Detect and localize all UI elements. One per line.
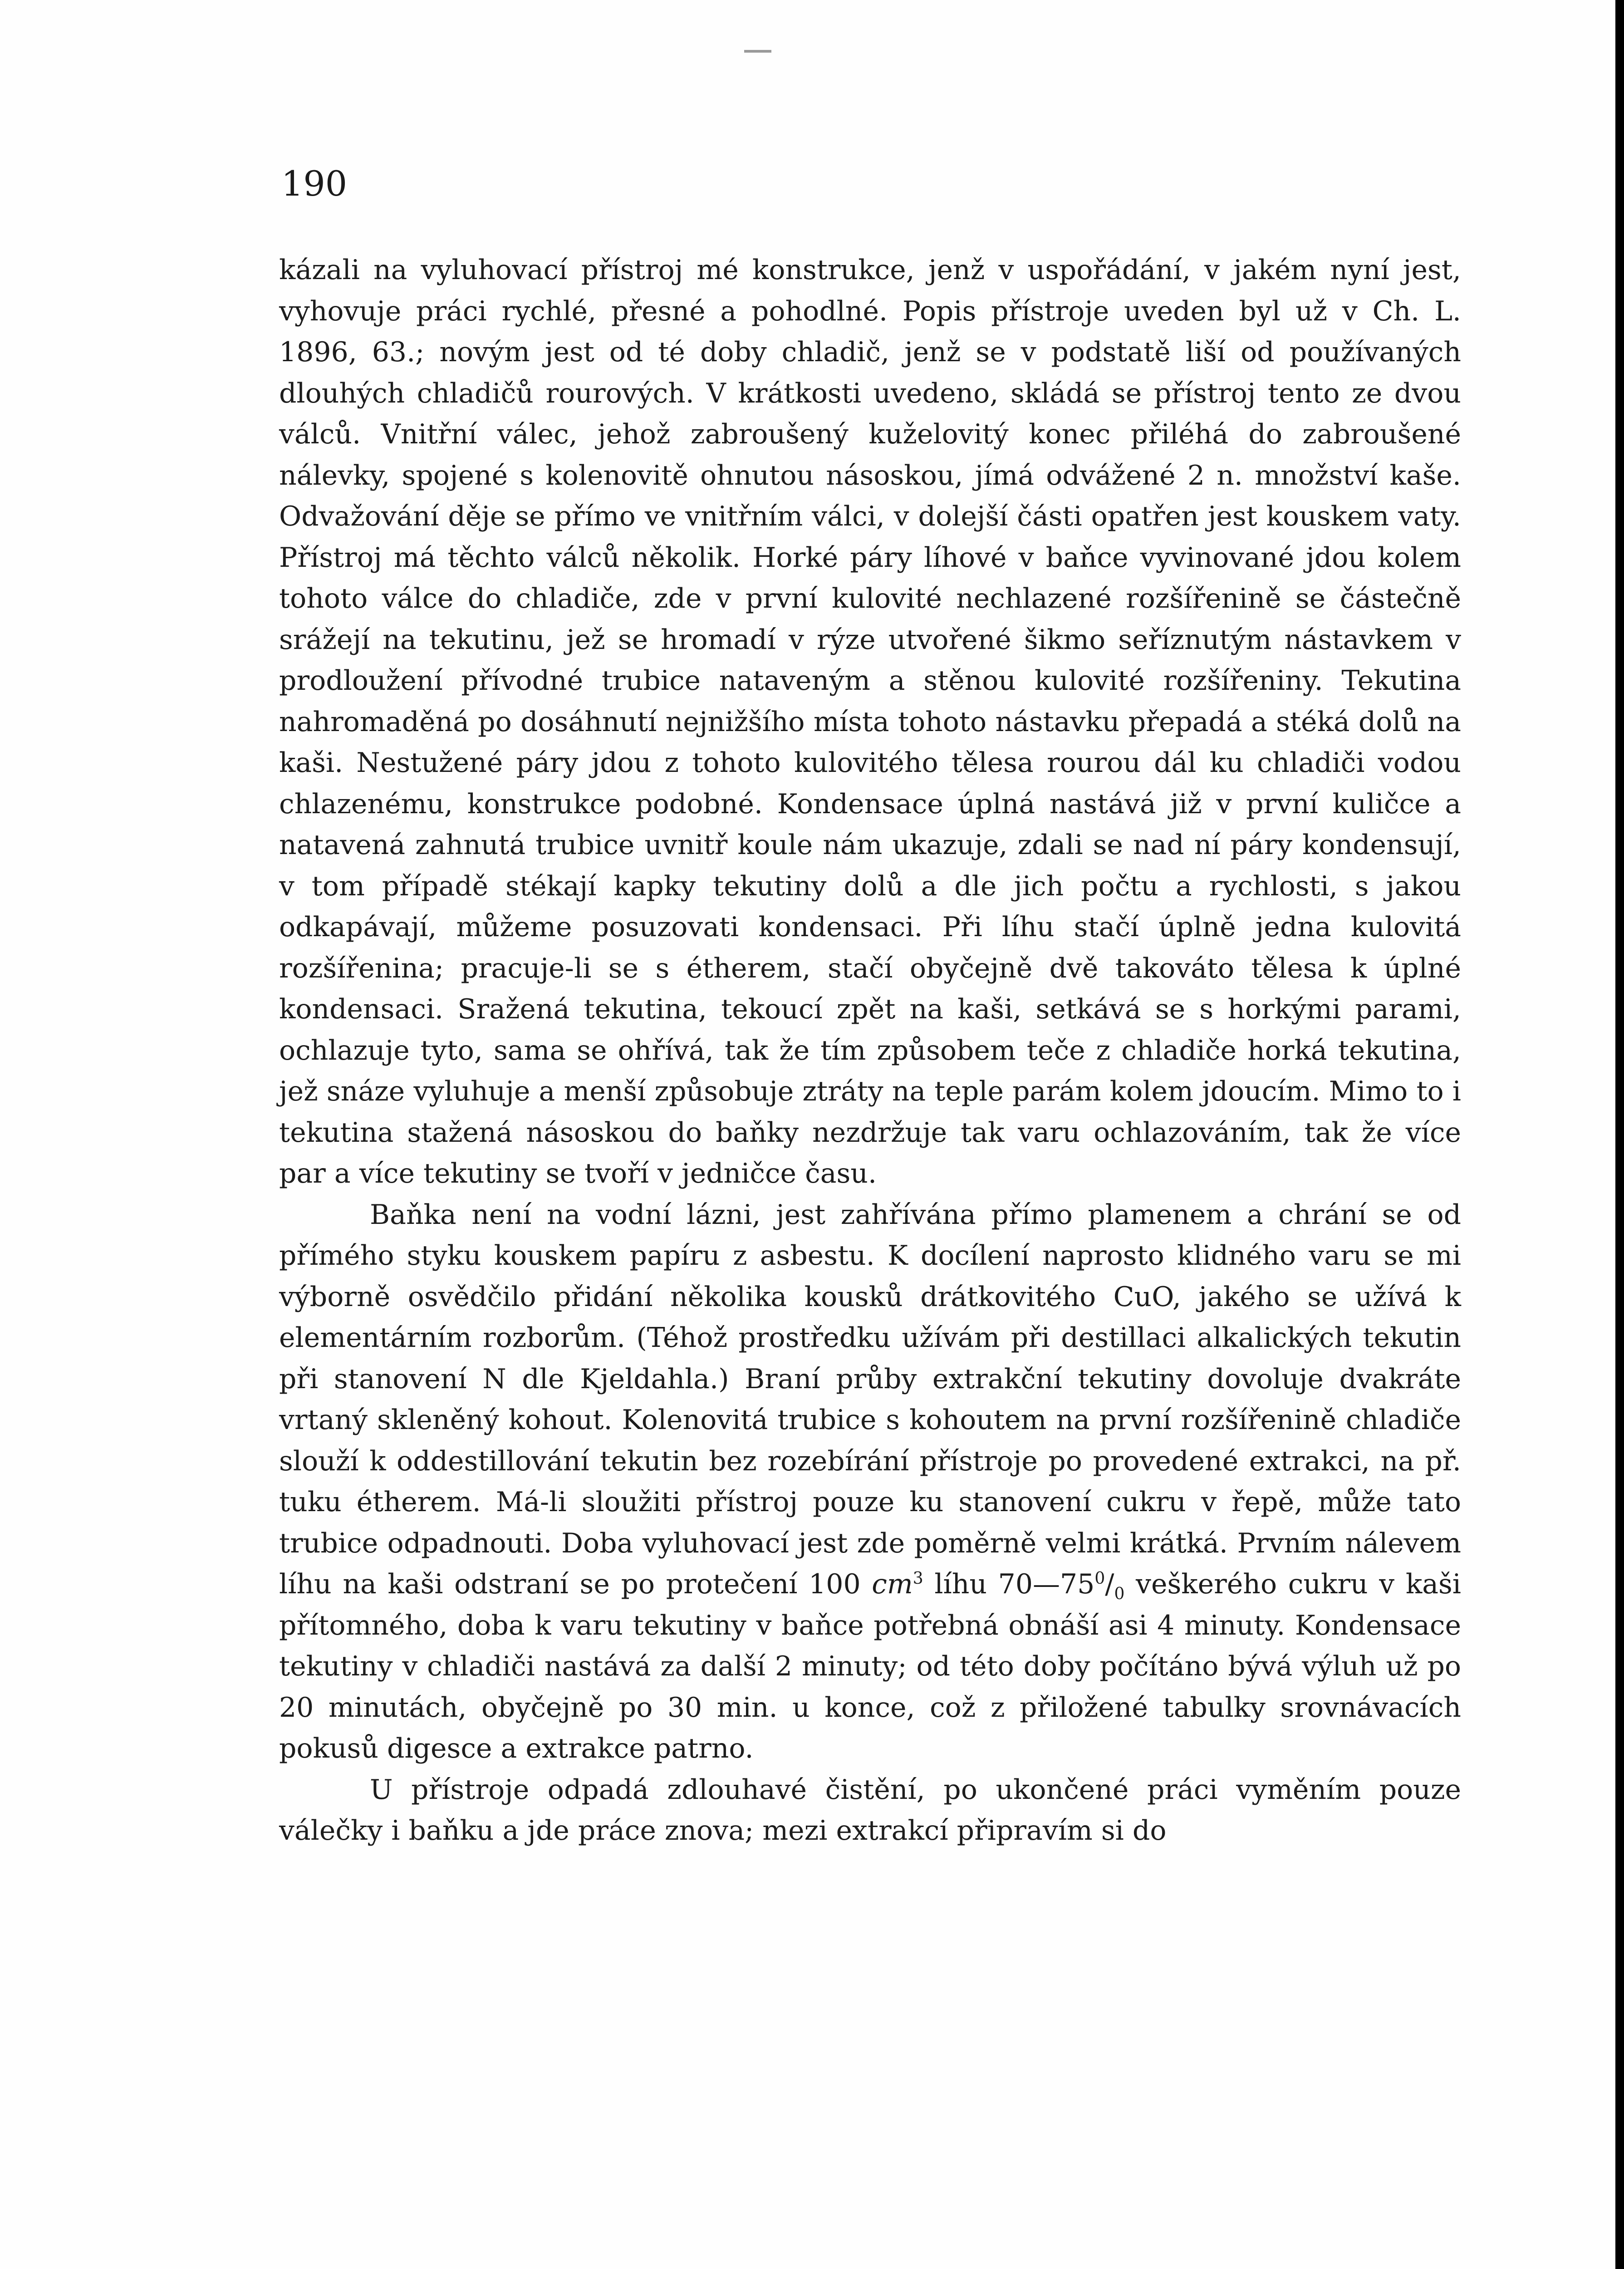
paragraph-2-text-a: Baňka není na vodní lázni, jest zahřívána přímo plamenem a chrání se od přímého styku kouskem papíru z asbestu. K docílení naprosto klidného varu se mi výborně osvědčilo přidání několika kousků drátkovitého CuO, jakého se užívá k elementárním rozborům. (Téhož prostředku užívám při destillaci alkalických tekutin při stanovení N dle Kjeldahla.) Braní průby extrakční tekutiny dovoluje dvakráte vrtaný skleněný kohout. Kolenovitá trubice s kohoutem na první rozšířenině chladiče slouží k oddestillování tekutin bez rozebírání přístroje po provedené extrakci, na př. tuku étherem. Má-li sloužiti přístroj pouze ku stanovení cukru v řepě, může tato trubice odpadnouti. Doba vyluhovací jest zde poměrně velmi krátká. Prvním nálevem líhu na kaši odstraní se po protečení 100 <box>279 1198 1461 1600</box>
unit-exponent: 3 <box>913 1569 923 1588</box>
paragraph-3: U přístroje odpadá zdlouhavé čistění, po ukončené práci vyměním pouze válečky i baňku a jde práce znova; mezi extrakcí připravím si do <box>279 1773 1461 1847</box>
unit-cm: cm <box>872 1568 913 1600</box>
paragraph-1: kázali na vyluhovací přístroj mé konstrukce, jenž v uspořádání, v jakém nyní jest, vyhovuje práci rychlé, přesné a pohodlné. Popis přístroje uveden byl už v Ch. L. 1896, 63.; novým jest od té doby chladič, jenž se v podstatě liší od používaných dlouhých chladičů rourových. V krátkosti uvedeno, skládá se přístroj tento ze dvou válců. Vnitřní válec, jehož zabroušený kuželovitý konec přiléhá do zabroušené nálevky, spojené s kolenovitě ohnutou násoskou, jímá odvážené 2 n. množství kaše. Odvažování děje se přímo ve vnitřním válci, v dolejší části opatřen jest kouskem vaty. Přístroj má těchto válců několik. Horké páry líhové v baňce vyvinované jdou kolem tohoto válce do chladiče, zde v první kulovité nechlazené rozšířenině se částečně srážejí na tekutinu, jež se hromadí v rýze utvořené šikmo seříznutým nástavkem v prodloužení přívodné trubice nataveným a stěnou kulovité rozšířeniny. Tekutina nahromaděná po dosáhnutí nejnižšího místa tohoto nástavku přepadá a stéká dolů na kaši. Nestužené páry jdou z tohoto kulovitého tělesa rourou dál ku chladiči vodou chlazenému, konstrukce podobné. Kondensace úplná nastává již v první kuličce a natavená zahnutá trubice uvnitř koule nám ukazuje, zdali se nad ní páry kondensují, v tom případě stékají kapky tekutiny dolů a dle jich počtu a rychlosti, s jakou odkapávají, můžeme posuzovati kondensaci. Při líhu stačí úplně jedna kulovitá rozšířenina; pracuje-li se s étherem, stačí obyčejně dvě takováto tělesa k úplné kondensaci. Sražená tekutina, tekoucí zpět na kaši, setkává se s horkými parami, ochlazuje tyto, sama se ohřívá, tak že tím způsobem teče z chladiče horká tekutina, jež snáze vyluhuje a menší způsobuje ztráty na teple parám kolem jdoucím. Mimo to i tekutina stažená násoskou do baňky nezdržuje tak varu ochlazováním, tak že více par a více tekutiny se tvoří v jedničce času. <box>279 254 1461 1189</box>
percent-slash: / <box>1105 1568 1114 1600</box>
scan-border <box>1615 0 1624 2269</box>
percent-sup: 0 <box>1094 1569 1105 1588</box>
paragraph-2-text-b: líhu 70—75 <box>923 1568 1095 1600</box>
paragraph-2 <box>279 1194 1461 1769</box>
percent-sub: 0 <box>1114 1585 1125 1603</box>
paragraph-2-text-c: veškerého cukru v kaši přítomného, doba k varu tekutiny v baňce potřebná obnáší asi 4 minuty. Kondensace tekutiny v chladiči nastává za další 2 minuty; od této doby počítáno bývá výluh už po 20 minutách, obyčejně po 30 min. u konce, což z přiložené tabulky srovnávacích pokusů digesce a extrakce patrno. <box>279 1568 1461 1764</box>
page-number: 190 <box>281 163 348 204</box>
page-body <box>279 250 1461 1852</box>
scan-mark <box>744 50 771 53</box>
